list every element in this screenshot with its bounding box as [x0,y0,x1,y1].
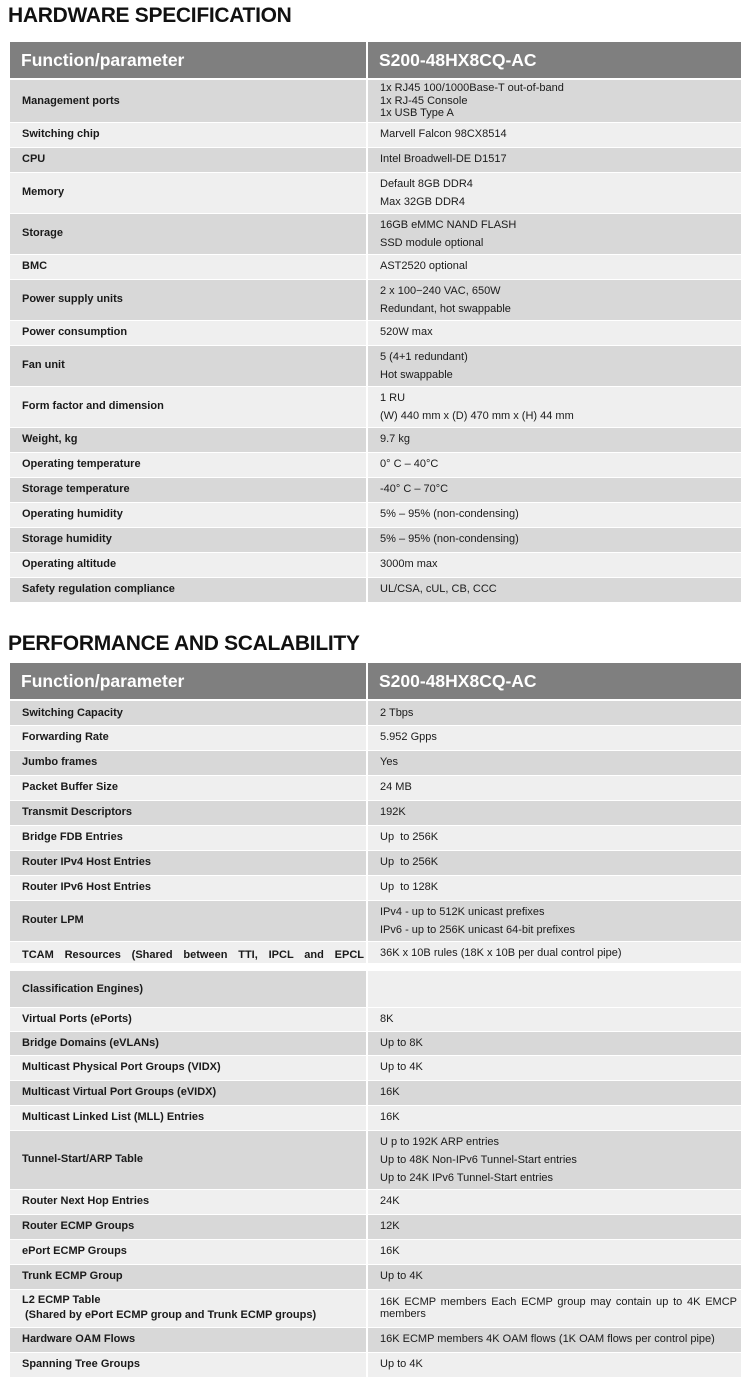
table-row [10,254,741,279]
table-row [10,1264,741,1289]
value-cell [367,386,741,427]
performance-section-title: PERFORMANCE AND SCALABILITY [8,632,360,655]
table-row [10,502,741,527]
param-cell: Safety regulation compliance [10,577,367,602]
value-cell [367,345,741,386]
param-cell: Trunk ECMP Group [10,1264,367,1289]
param-cell: Virtual Ports (ePorts) [10,1007,367,1031]
column-header-parameter: Function/parameter [10,42,367,79]
table-row [10,900,741,941]
value-cell: 192K [367,800,741,825]
param-cell: Router LPM [10,900,367,941]
table-row [10,1080,741,1105]
table-row [10,1007,741,1031]
param-cell: Router IPv6 Host Entries [10,875,367,900]
value-cell: Intel Broadwell-DE D1517 [367,147,741,172]
param-cell: Multicast Physical Port Groups (VIDX) [10,1055,367,1080]
value-cell: Up to 4K [367,1264,741,1289]
value-cell: 3000m max [367,552,741,577]
param-cell: TCAM Resources (Shared between TTI, IPCL and EPCL [10,941,367,967]
param-cell: Fan unit [10,345,367,386]
table-row [10,725,741,750]
value-cell: Up to 256K [367,825,741,850]
table-row [10,122,741,147]
param-line: L2 ECMP Table [22,1294,101,1306]
value-cell: 5.952 Gpps [367,725,741,750]
table-row [10,1289,741,1327]
value-cell: 520W max [367,320,741,345]
performance-table [10,663,741,1378]
param-cell: Multicast Linked List (MLL) Entries [10,1105,367,1130]
value-line: Hot swappable [380,368,453,381]
table-row [10,967,741,1007]
table-header-row [10,663,741,700]
param-cell: Power supply units [10,279,367,320]
value-cell: 36K x 10B rules (18K x 10B per dual control pipe) [367,941,741,967]
value-cell: AST2520 optional [367,254,741,279]
param-cell: Transmit Descriptors [10,800,367,825]
param-cell: Forwarding Rate [10,725,367,750]
value-cell: Up to 128K [367,875,741,900]
param-cell [10,1289,367,1327]
value-cell [367,1130,741,1189]
value-line: 2 x 100−240 VAC, 650W [380,284,501,297]
value-cell: Up to 256K [367,850,741,875]
value-line: IPv6 - up to 256K unicast 64-bit prefixes [380,923,576,936]
param-cell: Memory [10,172,367,213]
param-cell: Operating altitude [10,552,367,577]
param-cell: Packet Buffer Size [10,775,367,800]
table-row [10,1239,741,1264]
value-cell: 12K [367,1214,741,1239]
param-cell: Storage humidity [10,527,367,552]
value-line: 1x RJ-45 Console [380,94,468,107]
table-row [10,775,741,800]
value-cell [367,900,741,941]
value-cell [367,967,741,1007]
value-cell: Up to 4K [367,1055,741,1080]
value-cell: 2 Tbps [367,700,741,725]
value-cell: -40° C – 70°C [367,477,741,502]
param-line: (Shared by ePort ECMP group and Trunk ECMP groups) [25,1309,317,1321]
value-cell [367,213,741,254]
table-row [10,800,741,825]
table-row [10,941,741,967]
param-cell: Form factor and dimension [10,386,367,427]
param-cell: Switching Capacity [10,700,367,725]
value-cell: 5% – 95% (non-condensing) [367,527,741,552]
param-cell: Operating temperature [10,452,367,477]
table-row [10,700,741,725]
value-cell [367,279,741,320]
value-cell: Yes [367,750,741,775]
param-cell: Bridge FDB Entries [10,825,367,850]
value-line: 1x RJ45 100/1000Base-T out-of-band [380,82,564,94]
value-line: 1 RU [380,391,406,404]
value-line: Up to 48K Non-IPv6 Tunnel-Start entries [380,1153,577,1166]
value-cell: 16K [367,1105,741,1130]
param-cell: Storage [10,213,367,254]
value-line: Default 8GB DDR4 [380,177,473,190]
param-cell: Classification Engines) [10,967,367,1007]
param-cell: Router IPv4 Host Entries [10,850,367,875]
table-row [10,477,741,502]
table-header-row [10,42,741,79]
value-cell: 5% – 95% (non-condensing) [367,502,741,527]
column-header-model: S200-48HX8CQ-AC [367,663,741,700]
param-cell: Switching chip [10,122,367,147]
value-cell: 24 MB [367,775,741,800]
table-row [10,875,741,900]
value-line: U p to 192K ARP entries [380,1135,500,1148]
value-cell: 16K ECMP members 4K OAM flows (1K OAM flows per control pipe) [367,1327,741,1352]
value-cell: 24K [367,1189,741,1214]
param-cell: Management ports [10,79,367,122]
table-row [10,427,741,452]
table-row [10,1327,741,1352]
value-line: 1x USB Type A [380,107,454,119]
hardware-spec-table [10,42,741,603]
table-row [10,1055,741,1080]
param-cell: Tunnel-Start/ARP Table [10,1130,367,1189]
table-row [10,1105,741,1130]
param-cell: Jumbo frames [10,750,367,775]
param-cell: CPU [10,147,367,172]
value-line: Max 32GB DDR4 [380,195,465,208]
table-row [10,79,741,122]
table-row [10,279,741,320]
table-row [10,527,741,552]
value-line: 5 (4+1 redundant) [380,350,468,363]
param-cell: Operating humidity [10,502,367,527]
param-cell: BMC [10,254,367,279]
value-cell: Marvell Falcon 98CX8514 [367,122,741,147]
table-row [10,1031,741,1055]
param-cell: Router Next Hop Entries [10,1189,367,1214]
table-row [10,552,741,577]
value-cell: 16K ECMP members Each ECMP group may contain up to 4K EMCP members [367,1289,741,1327]
hardware-section-title: HARDWARE SPECIFICATION [8,4,292,27]
table-row [10,825,741,850]
param-cell: Storage temperature [10,477,367,502]
value-line: Redundant, hot swappable [380,302,511,315]
column-header-model: S200-48HX8CQ-AC [367,42,741,79]
value-cell [367,172,741,213]
value-line: SSD module optional [380,236,484,249]
table-row [10,577,741,602]
param-cell: Power consumption [10,320,367,345]
value-cell: Up to 4K [367,1352,741,1377]
param-cell: Spanning Tree Groups [10,1352,367,1377]
table-row [10,320,741,345]
param-cell: Router ECMP Groups [10,1214,367,1239]
value-cell: 16K [367,1239,741,1264]
param-cell: Bridge Domains (eVLANs) [10,1031,367,1055]
value-cell [367,79,741,122]
value-cell: Up to 8K [367,1031,741,1055]
table-row [10,1214,741,1239]
table-row [10,386,741,427]
table-row [10,1352,741,1377]
value-cell: UL/CSA, cUL, CB, CCC [367,577,741,602]
value-cell: 9.7 kg [367,427,741,452]
table-row [10,172,741,213]
table-row [10,213,741,254]
table-row [10,147,741,172]
column-header-parameter: Function/parameter [10,663,367,700]
value-cell: 16K [367,1080,741,1105]
param-cell: Multicast Virtual Port Groups (eVIDX) [10,1080,367,1105]
table-row [10,1189,741,1214]
value-cell: 0° C – 40°C [367,452,741,477]
value-line: (W) 440 mm x (D) 470 mm x (H) 44 mm [380,409,574,422]
param-cell: Hardware OAM Flows [10,1327,367,1352]
table-row [10,750,741,775]
value-line: 16GB eMMC NAND FLASH [380,218,517,231]
param-cell: Weight, kg [10,427,367,452]
table-row [10,452,741,477]
value-cell: 8K [367,1007,741,1031]
table-row [10,345,741,386]
table-row [10,850,741,875]
param-cell: ePort ECMP Groups [10,1239,367,1264]
value-line: IPv4 - up to 512K unicast prefixes [380,905,545,918]
table-row [10,1130,741,1189]
value-line: Up to 24K IPv6 Tunnel-Start entries [380,1171,554,1184]
